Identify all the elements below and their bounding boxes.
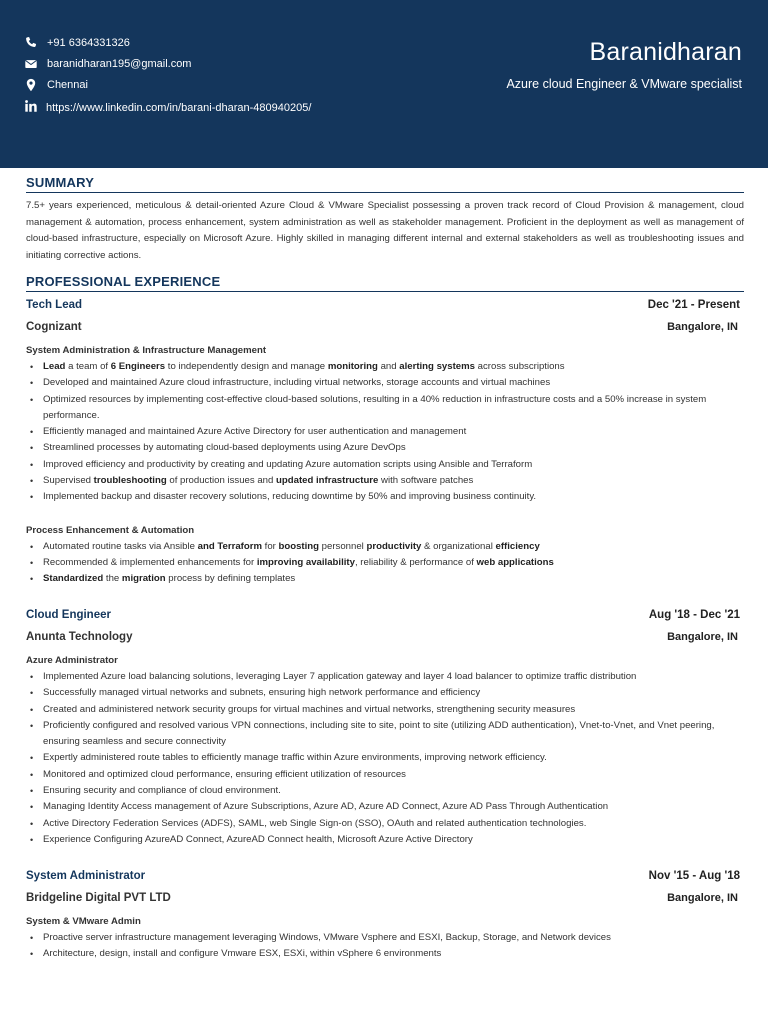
list-item: • Created and administered network security groups for virtual machines and virtual networks, strengthening security measures [26, 702, 740, 718]
bullet-list [26, 359, 740, 506]
job-company: Anunta Technology [26, 631, 133, 643]
list-item: • Developed and maintained Azure cloud infrastructure, including virtual networks, storage accounts and virtual machines [26, 375, 740, 391]
list-item: • Streamlined processes by automating cloud-based deployments using Azure DevOps [26, 440, 740, 456]
list-item: • Architecture, design, install and configure Vmware ESX, ESXi, within vSphere 6 environments [26, 946, 740, 962]
contact-email [24, 56, 324, 72]
list-item: • Implemented Azure load balancing solutions, leveraging Layer 7 application gateway and layer 4 load balancer to optimize traffic distribution [26, 669, 740, 685]
contact-linkedin [24, 98, 324, 116]
linkedin-icon [24, 99, 38, 113]
job-dates: Nov '15 - Aug '18 [648, 870, 740, 882]
job-subtitle: Process Enhancement & Automation [26, 524, 195, 536]
list-item: • Implemented backup and disaster recovery solutions, reducing downtime by 50% and improving business continuity. [26, 489, 740, 505]
job-tech-lead [26, 299, 740, 588]
job-company: Bridgeline Digital PVT LTD [26, 892, 171, 904]
job-location: Bangalore, IN [667, 321, 738, 333]
mail-icon [24, 57, 38, 71]
job-title: Tech Lead [26, 299, 83, 311]
experience-title: PROFESSIONAL EXPERIENCE [26, 274, 744, 292]
email-address[interactable]: baranidharan195@gmail.com [47, 58, 192, 70]
list-item: • Proficiently configured and resolved various VPN connections, including site to site, point to site (utilizing ADD authentication), Vnet-to-Vnet, and Vnet peering, ensuring seamless and secure connectivity [26, 718, 740, 751]
phone-number[interactable]: +91 6364331326 [47, 37, 130, 49]
contact-phone [24, 35, 324, 51]
list-item: • Automated routine tasks via Ansible and Terraform for boosting personnel productivity & organizational efficiency [26, 539, 740, 555]
list-item: • Experience Configuring AzureAD Connect, AzureAD Connect health, Microsoft Azure Active Directory [26, 832, 740, 848]
list-item: • Expertly administered route tables to efficiently manage traffic within Azure environments, improving network efficiency. [26, 750, 740, 766]
list-item: • Successfully managed virtual networks and subnets, ensuring high network performance and efficiency [26, 685, 740, 701]
bullet-list [26, 669, 740, 848]
location-pin-icon [24, 78, 38, 92]
linkedin-url[interactable]: https://www.linkedin.com/in/barani-dharan-480940205/ [46, 102, 312, 114]
list-item: • Recommended & implemented enhancements for improving availability, reliability & performance of web applications [26, 555, 740, 571]
phone-icon [24, 36, 38, 50]
list-item: • Improved efficiency and productivity by creating and updating Azure automation scripts using Ansible and Terraform [26, 457, 740, 473]
list-item: • Managing Identity Access management of Azure Subscriptions, Azure AD, Azure AD Connect, Azure AD Pass Through Authentication [26, 799, 740, 815]
list-item: • Standardized the migration process by defining templates [26, 571, 740, 587]
contact-location [24, 77, 324, 93]
list-item: • Monitored and optimized cloud performance, ensuring efficient utilization of resources [26, 767, 740, 783]
summary-text: 7.5+ years experienced, meticulous & detail-oriented Azure Cloud & VMware Specialist possessing a proven track record of Cloud Provision & management, cloud management & automation, process enhancement, system administration as well as stakeholder management. Proficient in the deployment as well as management of cloud-based infrastructure, especially on Microsoft Azure. Highly skilled in managing different internal and external stakeholders as well as troubleshooting issues and initiating corrective actions. [26, 200, 744, 261]
job-subtitle: System & VMware Admin [26, 916, 141, 927]
list-item: • Efficiently managed and maintained Azure Active Directory for user authentication and management [26, 424, 740, 440]
bullet-list [26, 930, 740, 963]
job-cloud-engineer [26, 609, 740, 848]
list-item: • Lead a team of 6 Engineers to independently design and manage monitoring and alerting systems across subscriptions [26, 359, 740, 375]
summary-section [26, 175, 744, 264]
list-item: • Supervised troubleshooting of production issues and updated infrastructure with software patches [26, 473, 740, 489]
list-item: • Optimized resources by implementing cost-effective cloud-based solutions, resulting in a 40% reduction in infrastructure costs and a 50% increase in system performance. [26, 392, 740, 425]
summary-title: SUMMARY [26, 175, 744, 193]
job-subtitle: System Administration & Infrastructure Management [26, 345, 267, 356]
job-subtitle: Azure Administrator [26, 655, 118, 666]
candidate-role: Azure cloud Engineer & VMware specialist [506, 77, 742, 91]
job-dates: Dec '21 - Present [647, 299, 740, 311]
list-item: • Proactive server infrastructure management leveraging Windows, VMware Vsphere and ESXI, Backup, Storage, and Network devices [26, 930, 740, 946]
job-title: Cloud Engineer [26, 609, 111, 621]
contact-info [24, 35, 324, 121]
list-item: • Ensuring security and compliance of cloud environment. [26, 783, 740, 799]
job-company: Cognizant [26, 321, 82, 333]
bullet-list [26, 539, 740, 588]
job-title: System Administrator [26, 870, 146, 882]
job-location: Bangalore, IN [667, 631, 738, 643]
location-text: Chennai [47, 79, 88, 91]
job-location: Bangalore, IN [667, 892, 738, 904]
experience-section [26, 274, 744, 292]
job-system-administrator [26, 870, 740, 963]
job-dates: Aug '18 - Dec '21 [648, 609, 740, 621]
list-item: • Active Directory Federation Services (ADFS), SAML, web Single Sign-on (SSO), OAuth and related authentication technologies. [26, 816, 740, 832]
resume-header [0, 0, 768, 168]
candidate-name: Baranidharan [589, 38, 742, 66]
